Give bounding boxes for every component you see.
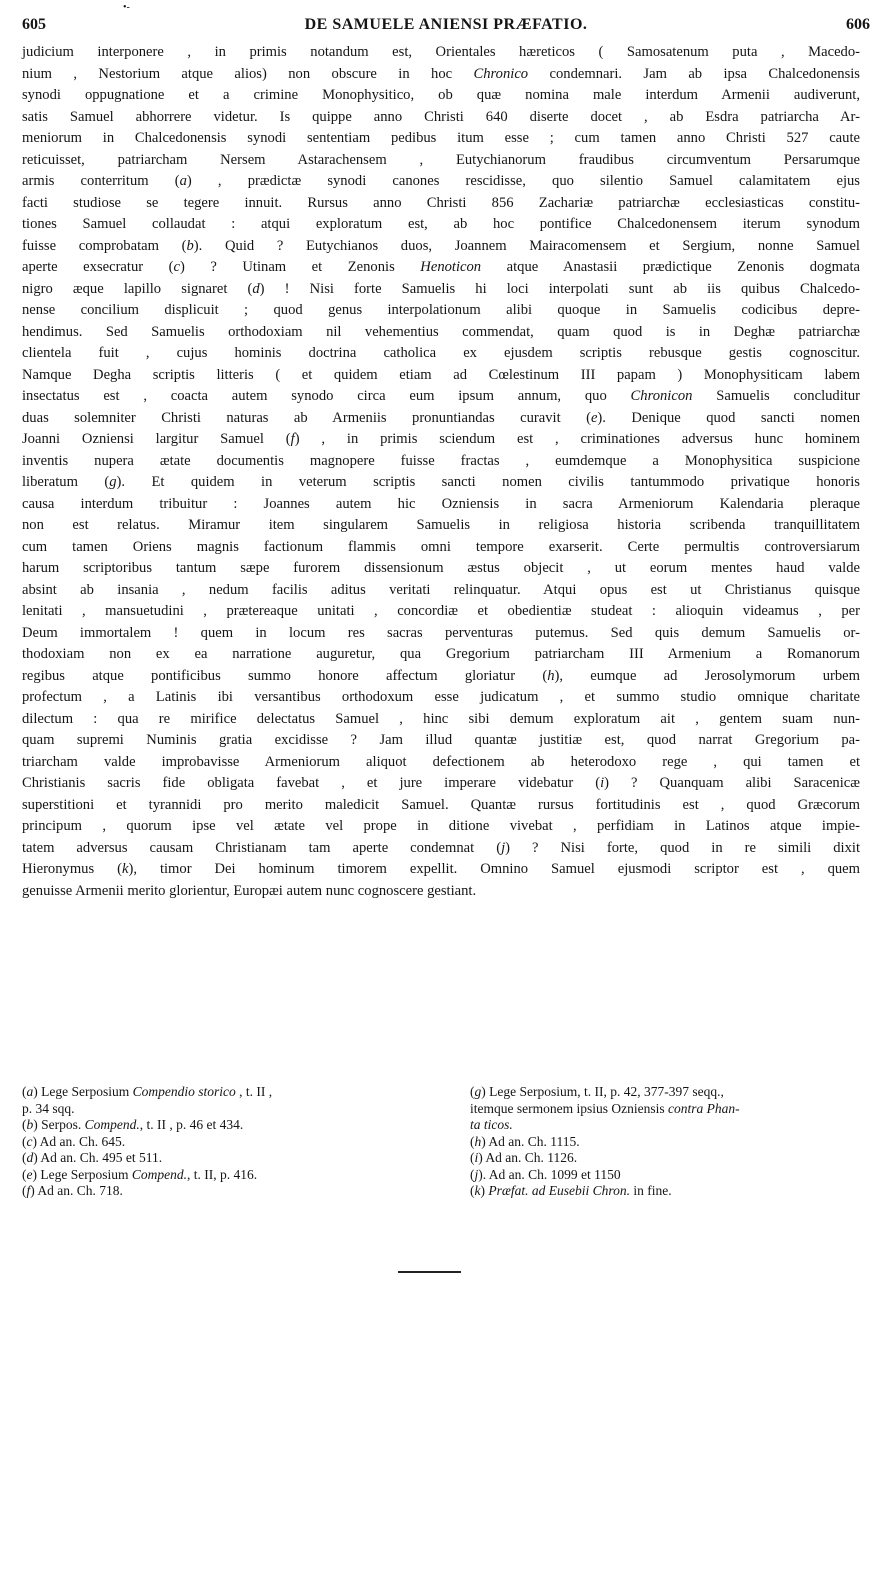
text-run: liberatum ( [22, 474, 110, 490]
text-run: reticuisset, patriarcham Nersem Astarachensem , Eutychianorum fraudibus circumventum Persarumque [22, 151, 860, 168]
text-line [22, 128, 860, 150]
text-run: Namque Degha scriptis litteris ( et quidem etiam ad Cœlestinum III papam ) Monophysiticam labem [22, 366, 860, 383]
text-run: principum , quorum ipse vel ætate vel prope in ditione vivebat , perfidiam in Latinos atque impie- [22, 818, 860, 834]
text-line [22, 730, 860, 752]
text-run: tatem adversus causam Christianam tam aperte condemnat ( [22, 839, 502, 856]
italic-text: g [474, 1084, 482, 1099]
text-run: tiones Samuel collaudat : atqui exploratum est, ab hoc pontifice Chalcedonensem iterum synodum [22, 216, 860, 232]
text-run: ), eumque ad Jerosolymorum urbem [554, 667, 861, 684]
text-run: ) Ad an. Ch. 1115. [481, 1133, 580, 1149]
text-run: in fine. [630, 1183, 672, 1198]
footnote-line [470, 1150, 870, 1167]
text-run: synodi oppugnatione et a crimine Monophysitico, ob quæ nomina male interdum Armenii audiverunt, [22, 87, 860, 103]
text-line [22, 709, 860, 731]
text-run: atque Anastasii prædictique Zenonis dogmata [481, 259, 860, 275]
text-line [22, 601, 860, 623]
text-line [22, 365, 860, 387]
text-line [22, 236, 860, 258]
text-run: ( [470, 1166, 475, 1182]
italic-text: Chronico [473, 65, 529, 82]
text-run: ). Et quidem in veterum scriptis sancti nomen civilis tantummodo privatique honoris [116, 474, 860, 490]
italic-text: Præfat. ad Eusebii Chron. [488, 1183, 631, 1198]
text-run: ). Ad an. Ch. 1099 et 1150 [478, 1166, 621, 1182]
text-run: ) Lege Serposium, t. II, p. 42, 377-397 seqq., [481, 1084, 724, 1099]
text-run: harum scriptoribus tantum sæpe furorem dissensionum æstus objecit , ut eorum mentes haud valde [22, 560, 860, 576]
italic-text: f [26, 1183, 31, 1198]
text-run: ) Ad an. Ch. 495 et 511. [33, 1150, 163, 1165]
text-run: ). Quid ? Eutychianos duos, Joannem Mairacomensem et Sergium, nonne Samuel [193, 237, 860, 254]
italic-text: h [474, 1133, 482, 1149]
text-run: quam supremi Numinis gratia excidisse ? Jam illud quantæ justitiæ est, quod narrat Gregorium pa- [22, 732, 860, 748]
text-run: Christianis sacris fide obligata favebat , et jure imperare videbatur ( [22, 775, 601, 791]
text-run: dilectum : qua re mirifice delectatus Samuel , hinc sibi demum exploratum ait , gentem suam nun- [22, 710, 860, 727]
text-line [22, 171, 860, 193]
italic-text: c [173, 259, 180, 275]
italic-text: a [179, 173, 187, 189]
text-line [22, 859, 860, 881]
text-line [22, 150, 860, 172]
italic-text: k [121, 861, 129, 877]
text-line [22, 257, 860, 279]
text-run: , t. II, p. 416. [186, 1166, 258, 1182]
text-run: nium , Nestorium atque alios) non obscure in hoc [22, 65, 474, 82]
text-run: inventis nupera ætate documentis magnopere fuisse fractas , eumdemque a Monophysitica suspicione [22, 452, 860, 469]
italic-text: h [547, 667, 555, 684]
footnote-line [470, 1167, 870, 1184]
text-line [22, 515, 860, 537]
footnote-line [470, 1134, 870, 1151]
text-line [22, 623, 860, 645]
text-line [22, 773, 860, 795]
text-line [22, 279, 860, 301]
text-run: ) ? Nisi forte, quod in re simili dixit [505, 839, 861, 856]
text-run: Hieronymus ( [22, 861, 122, 877]
italic-text: d [252, 280, 260, 297]
italic-text: k [474, 1183, 481, 1198]
body-text [22, 42, 860, 902]
text-run: ( [22, 1166, 27, 1182]
text-run: , t. II , [235, 1084, 273, 1099]
footnote-line [470, 1117, 870, 1134]
text-run: ( [22, 1084, 27, 1099]
text-line [22, 343, 860, 365]
text-line [22, 322, 860, 344]
text-line [22, 107, 860, 129]
text-run: , t. II , p. 46 et 434. [139, 1117, 244, 1132]
text-run: aperte exsecratur ( [22, 259, 174, 275]
text-run: ) , prædictæ synodi canones rescidisse, quo silentio Samuel calamitatem ejus [186, 173, 860, 189]
italic-text: j [501, 839, 506, 856]
page-number-left: 605 [22, 16, 46, 33]
text-line [22, 537, 860, 559]
footnote-line [470, 1101, 870, 1118]
text-run: ( [22, 1183, 27, 1198]
text-run: ) , in primis sciendum est , criminationes adversus hunc hominem [294, 431, 861, 447]
italic-text: j [474, 1166, 479, 1182]
text-line [22, 429, 860, 451]
text-run: ) Lege Serposium [33, 1084, 133, 1099]
text-run: superstitioni et tyrannidi pro merito maledicit Samuel. Quantæ rursus fortitudinis est , quod Græcorum [22, 796, 860, 813]
text-line [22, 816, 860, 838]
italic-text: d [26, 1150, 34, 1165]
text-run: profectum , a Latinis ibi versantibus orthodoxum esse judicatum , et summo studio omnique charitate [22, 689, 860, 705]
text-run: triarcham valde improbavisse Armeniorum aliquot defectionem ab heterodoxo rege , qui tamen et [22, 753, 860, 770]
italic-text: Compend. [131, 1166, 187, 1182]
text-run: ) Lege Serposium [32, 1166, 132, 1182]
italic-text: b [26, 1117, 34, 1132]
text-run: ) ! Nisi forte Samuelis hi loci interpolati sunt ab iis quibus Chalcedo- [259, 280, 860, 297]
italic-text: Chronicon [630, 388, 693, 404]
text-run: causa interdum tribuitur : Joannes autem hic Ozniensis in sacra Armeniorum Kalendaria pleraque [22, 495, 860, 512]
footnote-line [22, 1134, 432, 1151]
text-line [22, 881, 860, 903]
footnote-line [470, 1183, 870, 1200]
text-line [22, 472, 860, 494]
text-line [22, 64, 860, 86]
text-run: ), timor Dei hominum timorem expellit. Omnino Samuel ejusmodi scriptor est , quem [128, 861, 860, 877]
footnotes [22, 1084, 870, 1204]
print-mark: •- [123, 2, 130, 13]
text-run: clientela fuit , cujus hominis doctrina catholica ex ejusdem scriptis rebusque gestis cognoscitur. [22, 345, 860, 361]
text-run: meniorum in Chalcedonensis synodi sententiam pedibus itum esse ; cum tamen anno Christi 527 caute [22, 130, 860, 146]
text-run: insectatus est , coacta autem synodo circa eum ipsum annum, quo [22, 388, 631, 404]
text-run: ) ? Quanquam alibi Saracenicæ [604, 775, 860, 791]
text-run: ) Ad an. Ch. 1126. [478, 1150, 578, 1165]
text-line [22, 408, 860, 430]
italic-text: a [26, 1084, 34, 1099]
text-run: ) Ad an. Ch. 645. [32, 1133, 126, 1149]
text-run: ( [22, 1150, 27, 1165]
text-run: regibus atque pontificibus summo honore affectum gloriatur ( [22, 667, 548, 684]
footnotes-left-column [22, 1084, 432, 1200]
text-line [22, 494, 860, 516]
italic-text: i [600, 775, 605, 791]
text-run: ) ? Utinam et Zenonis [180, 259, 421, 275]
text-line [22, 193, 860, 215]
closing-rule [398, 1271, 461, 1273]
text-line [22, 558, 860, 580]
italic-text: Henoticon [420, 259, 482, 275]
text-line [22, 838, 860, 860]
footnote-line [22, 1117, 432, 1134]
text-run: ( [470, 1183, 475, 1198]
text-run: Samuelis concluditur [692, 388, 860, 404]
text-line [22, 85, 860, 107]
text-run: hendimus. Sed Samuelis orthodoxiam nil vehementius commendat, quam quod is in Deghæ patriarchæ [22, 323, 860, 340]
text-run: ) Ad an. Ch. 718. [30, 1183, 123, 1198]
text-line [22, 300, 860, 322]
text-run: ) Serpos. [33, 1117, 85, 1132]
footnote-line [22, 1150, 432, 1167]
text-run: p. 34 sqq. [22, 1100, 75, 1116]
text-run: fuisse comprobatam ( [22, 237, 187, 254]
italic-text: Compendio storico [132, 1084, 236, 1099]
page-number-right: 606 [846, 16, 870, 33]
text-run: ) [480, 1183, 489, 1198]
text-run: ( [22, 1117, 27, 1132]
italic-text: Compend. [84, 1117, 140, 1132]
italic-text: f [290, 431, 295, 447]
text-run: facti studiose se tegere innuit. Rursus anno Christi 856 Zachariæ patriarchæ ecclesiasticas constitu- [22, 194, 860, 211]
text-line [22, 752, 860, 774]
text-run: nigro æque lapillo signaret ( [22, 280, 253, 297]
text-run: non est relatus. Miramur item singularem Samuelis in religiosa historia scribenda tranquillitatem [22, 517, 860, 533]
italic-text: e [590, 409, 598, 426]
text-run: ( [22, 1133, 27, 1149]
footnotes-right-column [470, 1084, 870, 1200]
italic-text: i [474, 1150, 479, 1165]
italic-text: c [26, 1133, 33, 1149]
text-run: satis Samuel abhorrere videtur. Is quippe anno Christi 640 diserte docet , ab Esdra patriarcha Ar- [22, 108, 860, 125]
italic-text: g [109, 474, 117, 490]
text-run: thodoxiam non ex ea narratione auguretur, qua Gregorium patriarcham III Armenium a Romanorum [22, 646, 860, 662]
italic-text: contra Phan- [667, 1100, 740, 1116]
text-run: judicium interponere , in primis notandum est, Orientales hæreticos ( Samosatenum puta , Macedo- [22, 44, 860, 60]
text-line [22, 644, 860, 666]
text-run: cum tamen Oriens magnis factionum flammis omni tempore exarserit. Certe permultis controversiarum [22, 538, 860, 555]
text-line [22, 666, 860, 688]
footnote-line [22, 1183, 432, 1200]
text-line [22, 214, 860, 236]
text-run: itemque sermonem ipsius Ozniensis [470, 1100, 668, 1116]
footnote-line [22, 1084, 432, 1101]
text-line [22, 386, 860, 408]
text-run: ( [470, 1150, 475, 1165]
text-run: lenitati , mansuetudini , prætereaque unitati , concordiæ et obedientiæ studeat : alioquin videamus , per [22, 603, 860, 619]
text-line [22, 42, 860, 64]
text-line [22, 795, 860, 817]
text-line [22, 451, 860, 473]
footnote-line [22, 1167, 432, 1184]
footnote-line [22, 1101, 432, 1118]
text-line [22, 580, 860, 602]
text-run: duas solemniter Christi naturas ab Armeniis pronuntiandas curavit ( [22, 409, 591, 426]
running-title: DE SAMUELE ANIENSI PRÆFATIO. [304, 16, 588, 33]
text-run: Deum immortalem ! quem in locum res sacras perventuras putemus. Sed quis demum Samuelis or- [22, 624, 860, 641]
page-header [22, 12, 870, 42]
text-run: absint ab insania , nedum facilis aditus veritati relinquatur. Atqui opus est ut Christianus quisque [22, 581, 860, 598]
text-run: Joanni Ozniensi largitur Samuel ( [22, 431, 291, 447]
text-run: armis conterritum ( [22, 173, 180, 189]
text-run: ). Denique quod sancti nomen [597, 409, 860, 426]
text-run: genuisse Armenii merito glorientur, Europæi autem nunc cognoscere gestiant. [22, 882, 477, 899]
text-run: condemnari. Jam ab ipsa Chalcedonensis [528, 65, 860, 82]
text-line [22, 687, 860, 709]
italic-text: ta ticos. [470, 1117, 513, 1132]
text-run: ( [470, 1084, 475, 1099]
text-run: nense concilium displicuit ; quod genus interpolationum alibi quoque in Samuelis codicibus depre- [22, 302, 860, 318]
italic-text: b [186, 237, 194, 254]
italic-text: e [26, 1166, 33, 1182]
footnote-line [470, 1084, 870, 1101]
text-run: ( [470, 1133, 475, 1149]
